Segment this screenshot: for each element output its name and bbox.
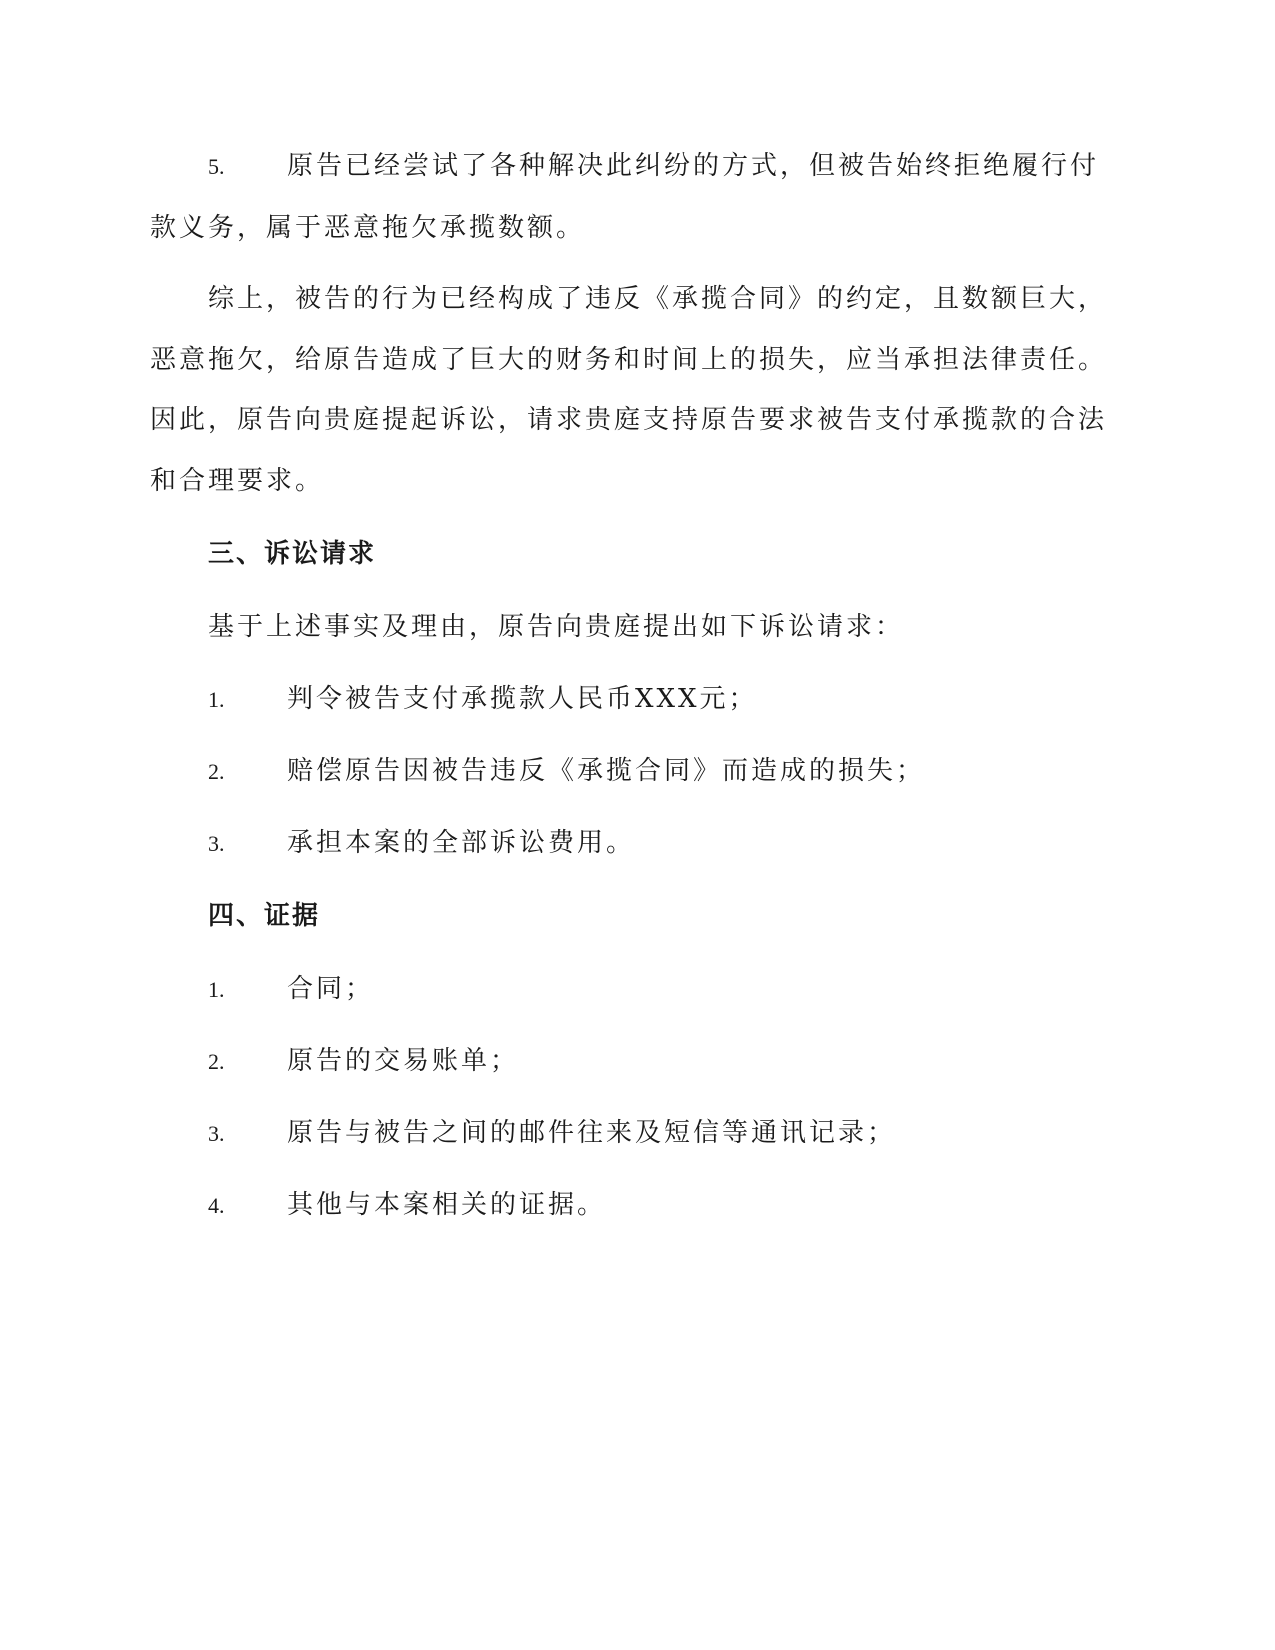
paragraph-line: 和合理要求。 [150, 466, 325, 496]
paragraph-line: 基于上述事实及理由，原告向贵庭提出如下诉讼请求： [208, 612, 905, 642]
list-number: 4. [208, 1193, 225, 1218]
list-item: 判令被告支付承揽款人民币XXX元； [287, 684, 758, 714]
paragraph-line: 因此，原告向贵庭提起诉讼，请求贵庭支持原告要求被告支付承揽款的合法 [150, 405, 1108, 435]
list-item: 承担本案的全部诉讼费用。 [287, 828, 636, 858]
paragraph-line: 恶意拖欠，给原告造成了巨大的财务和时间上的损失，应当承担法律责任。 [150, 345, 1108, 375]
list-item: 其他与本案相关的证据。 [287, 1190, 607, 1220]
paragraph-line: 原告已经尝试了各种解决此纠纷的方式，但被告始终拒绝履行付 [287, 151, 1100, 181]
list-number: 1. [208, 977, 225, 1002]
list-item: 合同； [287, 974, 375, 1004]
section-heading: 四、证据 [208, 901, 321, 931]
list-number: 3. [208, 1121, 225, 1146]
list-item: 原告与被告之间的邮件往来及短信等通讯记录； [287, 1118, 897, 1148]
list-item: 赔偿原告因被告违反《承揽合同》而造成的损失； [287, 756, 926, 786]
list-number: 2. [208, 759, 225, 784]
paragraph-line: 综上，被告的行为已经构成了违反《承揽合同》的约定，且数额巨大， [208, 284, 1108, 314]
paragraph-line: 款义务，属于恶意拖欠承揽数额。 [150, 213, 586, 243]
section-heading: 三、诉讼请求 [208, 539, 377, 569]
list-item: 原告的交易账单； [287, 1046, 520, 1076]
list-number: 1. [208, 687, 225, 712]
list-number: 5. [208, 154, 225, 179]
list-number: 3. [208, 831, 225, 856]
list-number: 2. [208, 1049, 225, 1074]
